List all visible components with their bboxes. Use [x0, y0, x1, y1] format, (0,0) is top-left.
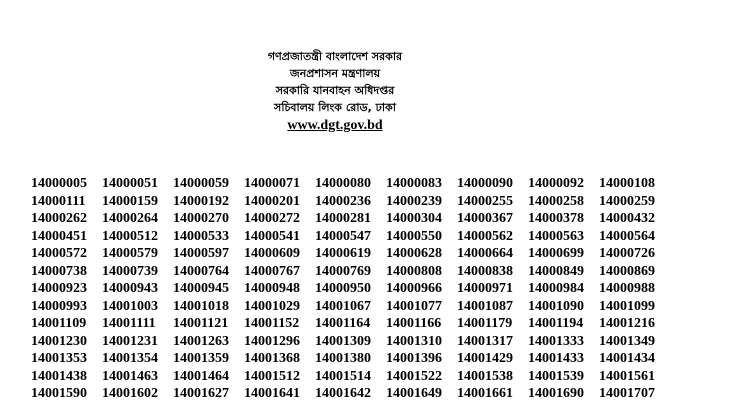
- roll-number-cell: 14000239: [386, 193, 442, 209]
- roll-number-cell: 14001111: [102, 316, 156, 331]
- roll-number-cell: 14001590: [31, 386, 87, 401]
- roll-number-cell: 14001216: [599, 316, 655, 331]
- roll-number-cell: 14001561: [599, 368, 655, 384]
- roll-number-cell: 14000090: [457, 176, 513, 191]
- roll-number-cell: 14000051: [102, 176, 158, 191]
- roll-number-cell: 14000923: [31, 281, 87, 296]
- roll-number-cell: 14001434: [599, 351, 655, 366]
- office-address: সচিবালয় লিংক রোড, ঢাকা: [274, 101, 396, 114]
- roll-number-cell: 14001166: [386, 316, 442, 331]
- government-title: গণপ্রজাতন্ত্রী বাংলাদেশ সরকার: [267, 50, 403, 63]
- roll-number-cell: 14000258: [528, 193, 584, 209]
- roll-number-cell: 14000769: [315, 263, 371, 279]
- roll-number-cell: 14000108: [599, 176, 655, 191]
- roll-number-cell: 14000993: [31, 298, 87, 314]
- roll-number-cell: 14000726: [599, 246, 655, 261]
- roll-number-cell: 14001121: [173, 316, 229, 331]
- roll-number-cell: 14001602: [102, 386, 158, 401]
- roll-number-cell: 14001649: [386, 386, 442, 401]
- roll-number-cell: 14000005: [31, 176, 87, 191]
- roll-number-cell: 14001380: [315, 351, 371, 366]
- roll-number-cell: 14000378: [528, 211, 584, 226]
- roll-number-cell: 14001429: [457, 351, 513, 366]
- roll-number-cell: 14001642: [315, 386, 371, 401]
- roll-number-cell: 14001333: [528, 333, 584, 349]
- website-link[interactable]: www.dgt.gov.bd: [287, 118, 383, 133]
- roll-number-cell: 14000838: [457, 263, 513, 279]
- roll-number-cell: 14000071: [244, 176, 300, 191]
- roll-number-cell: 14001359: [173, 351, 229, 366]
- roll-number-cell: 14000966: [386, 281, 442, 296]
- roll-number-cell: 14001539: [528, 368, 584, 384]
- roll-number-cell: 14001067: [315, 298, 371, 314]
- roll-number-cell: 14001310: [386, 333, 442, 349]
- roll-number-cell: 14001309: [315, 333, 371, 349]
- roll-number-cell: 14000699: [528, 246, 584, 261]
- roll-number-cell: 14001641: [244, 386, 300, 401]
- roll-number-cell: 14000984: [528, 281, 584, 296]
- roll-number-cell: 14001179: [457, 316, 513, 331]
- roll-number-cell: 14001263: [173, 333, 229, 349]
- roll-number-table: [31, 175, 670, 403]
- roll-number-cell: 14000059: [173, 176, 229, 191]
- roll-number-cell: 14000270: [173, 211, 229, 226]
- roll-number-cell: 14001164: [315, 316, 371, 331]
- roll-number-cell: 14000264: [102, 211, 158, 226]
- roll-number-cell: 14000849: [528, 263, 584, 279]
- roll-number-cell: 14001522: [386, 368, 442, 384]
- roll-number-cell: 14000563: [528, 228, 584, 244]
- roll-number-cell: 14000764: [173, 263, 229, 279]
- roll-number-cell: 14000272: [244, 211, 300, 226]
- roll-number-cell: 14001296: [244, 333, 300, 349]
- roll-number-cell: 14001349: [599, 333, 655, 349]
- roll-number-cell: 14000738: [31, 263, 87, 279]
- roll-number-cell: 14000547: [315, 228, 371, 244]
- roll-number-cell: 14000533: [173, 228, 229, 244]
- roll-number-cell: 14000159: [102, 193, 158, 209]
- roll-number-cell: 14001438: [31, 368, 87, 384]
- roll-number-cell: 14000451: [31, 228, 87, 244]
- roll-number-cell: 14000304: [386, 211, 442, 226]
- roll-number-cell: 14001463: [102, 368, 158, 384]
- roll-number-cell: 14000628: [386, 246, 442, 261]
- roll-number-cell: 14000869: [599, 263, 655, 279]
- roll-number-cell: 14000259: [599, 193, 655, 209]
- roll-number-cell: 14001077: [386, 298, 442, 314]
- roll-number-cell: 14000512: [102, 228, 158, 244]
- roll-number-cell: 14001018: [173, 298, 229, 314]
- roll-number-cell: 14001433: [528, 351, 584, 366]
- roll-number-cell: 14000562: [457, 228, 513, 244]
- roll-number-cell: 14001396: [386, 351, 442, 366]
- roll-number-cell: 14001087: [457, 298, 513, 314]
- roll-number-cell: 14001230: [31, 333, 87, 349]
- roll-number-cell: 14000739: [102, 263, 158, 279]
- roll-number-cell: 14001090: [528, 298, 584, 314]
- roll-number-cell: 14000619: [315, 246, 371, 261]
- roll-number-cell: 14000948: [244, 281, 300, 296]
- roll-number-cell: 14000950: [315, 281, 371, 296]
- roll-number-cell: 14001194: [528, 316, 584, 331]
- roll-number-cell: 14000111: [31, 193, 86, 209]
- roll-number-cell: 14001152: [244, 316, 300, 331]
- roll-number-cell: 14000083: [386, 176, 442, 191]
- roll-number-cell: 14001109: [31, 316, 87, 331]
- roll-number-cell: 14001707: [599, 386, 655, 401]
- roll-number-cell: 14001464: [173, 368, 229, 384]
- roll-number-cell: 14000808: [386, 263, 442, 279]
- roll-number-cell: 14000564: [599, 228, 655, 244]
- roll-number-cell: 14001627: [173, 386, 229, 401]
- roll-number-cell: 14000943: [102, 281, 158, 296]
- roll-number-cell: 14000201: [244, 193, 300, 209]
- roll-number-cell: 14001690: [528, 386, 584, 401]
- roll-number-cell: 14000664: [457, 246, 513, 261]
- roll-number-cell: 14000092: [528, 176, 584, 191]
- roll-number-cell: 14000236: [315, 193, 371, 209]
- roll-number-cell: 14000767: [244, 263, 300, 279]
- document-header: [250, 48, 420, 135]
- roll-number-cell: 14000945: [173, 281, 229, 296]
- department-name: সরকারি যানবাহন অধিদপ্তর: [275, 84, 395, 97]
- roll-number-cell: 14000971: [457, 281, 513, 296]
- roll-number-cell: 14000609: [244, 246, 300, 261]
- roll-number-cell: 14001354: [102, 351, 158, 366]
- roll-number-cell: 14001661: [457, 386, 513, 401]
- roll-number-cell: 14001003: [102, 298, 158, 314]
- roll-number-cell: 14001512: [244, 368, 300, 384]
- roll-number-cell: 14000541: [244, 228, 300, 244]
- roll-number-cell: 14001368: [244, 351, 300, 366]
- roll-number-cell: 14000988: [599, 281, 655, 296]
- roll-number-cell: 14001317: [457, 333, 513, 349]
- roll-number-cell: 14001353: [31, 351, 87, 366]
- roll-number-cell: 14000579: [102, 246, 158, 261]
- roll-number-cell: 14000080: [315, 176, 371, 191]
- roll-number-cell: 14000262: [31, 211, 87, 226]
- roll-number-cell: 14001538: [457, 368, 513, 384]
- roll-number-cell: 14000597: [173, 246, 229, 261]
- roll-number-cell: 14000281: [315, 211, 371, 226]
- roll-number-cell: 14001099: [599, 298, 655, 314]
- roll-number-cell: 14000550: [386, 228, 442, 244]
- roll-number-cell: 14000432: [599, 211, 655, 226]
- roll-number-cell: 14000255: [457, 193, 513, 209]
- roll-number-cell: 14000367: [457, 211, 513, 226]
- roll-number-cell: 14001514: [315, 368, 371, 384]
- roll-number-cell: 14001231: [102, 333, 158, 349]
- roll-number-cell: 14000192: [173, 193, 229, 209]
- roll-number-cell: 14001029: [244, 298, 300, 314]
- roll-number-cell: 14000572: [31, 246, 87, 261]
- ministry-name: জনপ্রশাসন মন্ত্রণালয়: [289, 67, 381, 80]
